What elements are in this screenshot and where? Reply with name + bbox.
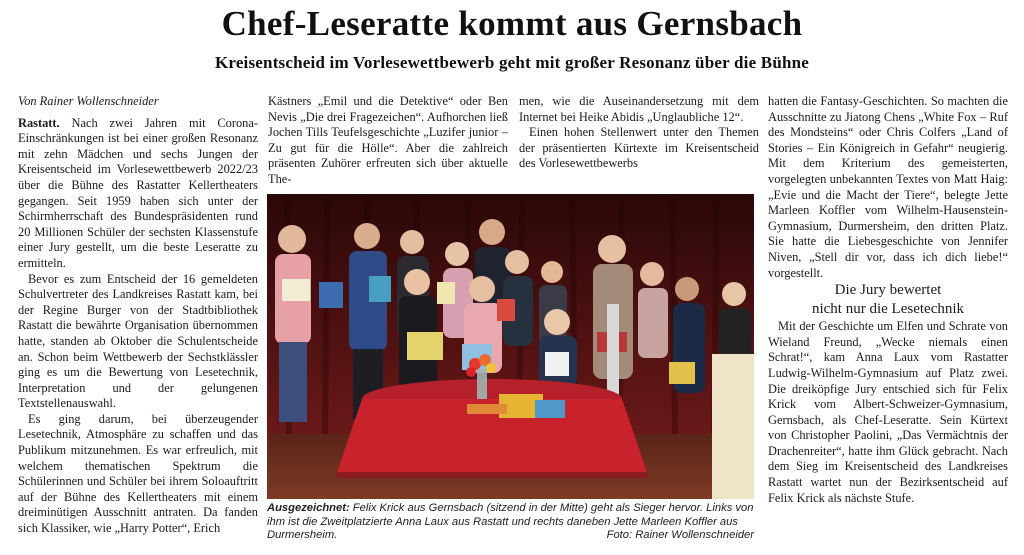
photo-caption	[267, 502, 754, 543]
photo-credit: Foto: Rainer Wollenschneider	[606, 529, 754, 542]
paragraph: Kästners „Emil und die Detektive“ oder Ben Nevis „Die drei Fragezeichen“. Aufhorchen ließ Jochen Tills Teufelsgeschichte „Luzifer junior – Zu gut für die Hölle“. Aber die zahlreich präsenten Zuhörer erfreuten sich über aktuelle The-	[268, 94, 508, 186]
caption-text: Felix Krick aus Gernsbach (sitzend in der Mitte) geht als Sieger hervor. Links von ihm ist die Zweitplatzierte Anna Laux aus Rastatt und rechts daneben Jette Marleen Koffler aus Durmersheim.	[267, 502, 754, 542]
subtitle-line: nicht nur die Lesetechnik	[811, 301, 965, 318]
subtitle-line: Die Jury bewertet	[834, 282, 942, 299]
paragraph: Bevor es zum Entscheid der 16 gemeldeten Schulvertreter des Landkreises Rastatt kam, bei der Regine Burger von der Stadtbibliothek Rastatt die bewährte Organisation übernommen hatte, standen ab Oktober die Schulentscheide an. Schon beim Wettbewerb der Sechstklässler ging es um die Bewertung von Lesetechnik, Interpretation und der gelungenen Textstellenauswahl.	[18, 271, 258, 411]
paragraph: men, wie die Auseinandersetzung mit dem Internet bei Heike Abidis „Unglaubliche 12“.	[519, 94, 759, 124]
paragraph: Es ging darum, bei überzeugender Lesetechnik, Atmosphäre zu schaffen und das Publikum mitzunehmen. Es war erfreulich, mit welchem thematischen Spektrum die Schülerinnen und Schüler bei ihrem Soloauftritt auf der Bühne des Kellertheaters mit einem dreiminütigen Ausschnitt antraten. Da fanden sich Klassiker, wie „Harry Potter“, Erich	[18, 411, 258, 536]
paragraph-text: Nach zwei Jahren mit Corona-Einschränkungen ist bei einer großen Resonanz mit zehn Mädchen und sechs Jungen der Kreisentscheid im Vorlesewettbewerb 2022/23 über die Bühne des Rastatter Kellertheaters gegangen. Seit 1959 haben sich unter der Schirmherrschaft des Bundespräsidenten rund 20 Millionen Schüler der sechsten Klassenstufe einer Jury gestellt, um die beste Leseratte zu ermitteln.	[18, 115, 258, 270]
dateline: Rastatt.	[18, 115, 60, 130]
article-column-2	[268, 94, 508, 186]
poster-easel	[712, 354, 754, 499]
subheadline: Kreisentscheid im Vorlesewettbewerb geht mit großer Resonanz über die Bühne	[214, 53, 810, 72]
headline: Chef-Leseratte kommt aus Gernsbach	[221, 4, 803, 43]
article-column-1	[18, 94, 258, 552]
paragraph: Mit der Geschichte um Elfen und Schrate von Wieland Freund, „Wecke niemals einen Schrat!“, kam Anna Laux vom Rastatter Ludwig-Wilhelm-Gymnasium auf Platz zwei. Die dreiköpfige Jury entschied sich für Felix Krick vom Albert-Schweizer-Gymnasium, Gernsbach, als Chef-Leseratte. Sein Kürtext von Christopher Paolini, „Das Vermächtnis der Drachenreiter“, hatte ihm Glück gebracht. Nach dem Sieg im Kreisentscheid des Landkreises Rastatt wartet nun der Bezirksentscheid auf Felix Krick als nächste Stufe.	[768, 319, 1008, 505]
paragraph: Einen hohen Stellenwert unter den Themen der präsentierten Kürtexte im Kreisentscheid des Vorlesewettbewerbs	[519, 125, 759, 171]
caption-label: Ausgezeichnet:	[267, 502, 350, 514]
group-photo-illustration	[267, 194, 754, 499]
section-subtitle	[768, 281, 1008, 319]
paragraph	[18, 116, 258, 272]
table	[337, 379, 647, 478]
article-photo	[267, 194, 754, 499]
paragraph: hatten die Fantasy-Geschichten. So machten die Ausschnitte zu Jiatong Chens „White Fox – Ruf des Mondsteins“ oder Chris Colfers „Land of Stories – Ein Königreich in Gefahr“ neugierig. Mit dem Kriterium des gemeisterten, vorgelegten unbekannten Textes von Matt Haig: „Evie und die Macht der Tiere“, belegte Jette Marleen Koffler vom Wilhelm-Hausenstein-Gymnasium, Durmersheim, den dritten Platz. Sie hatte die Liebesgeschichte von Jennifer Niven, „Stell dir vor, dass ich dich liebe!“ vorgestellt.	[768, 94, 1008, 280]
article-column-3	[519, 94, 759, 186]
byline: Von Rainer Wollenschneider	[18, 94, 159, 108]
article-column-4	[768, 94, 1008, 552]
